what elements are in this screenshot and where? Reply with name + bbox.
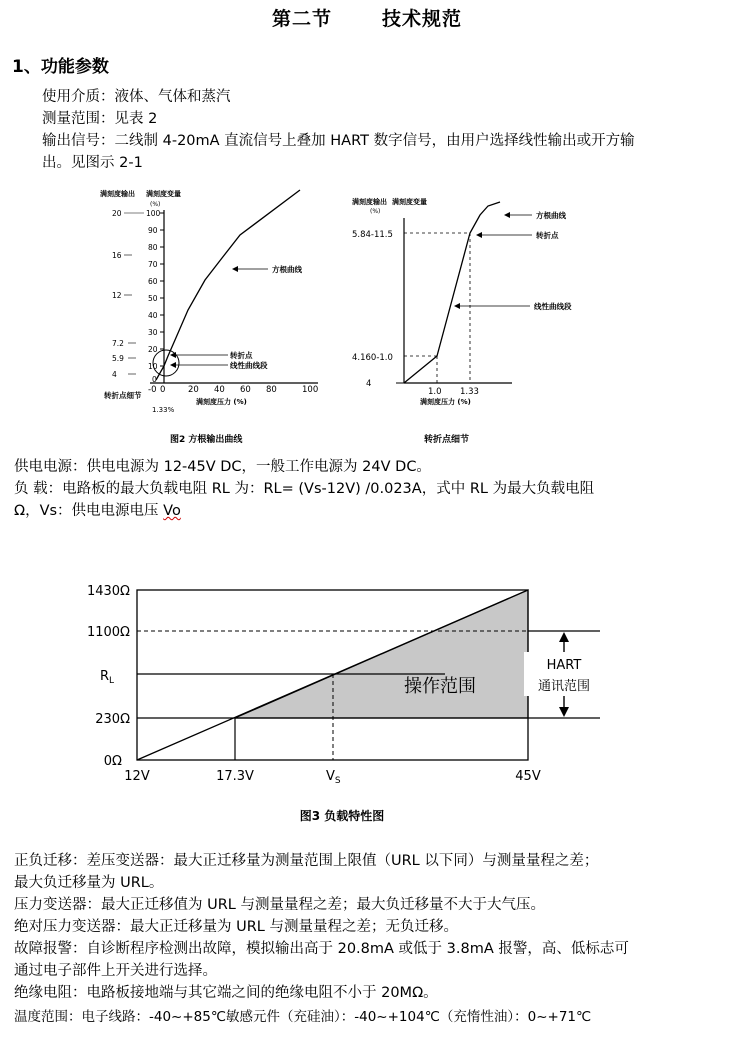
left-ylabel-output: 满刻度输出 [100,190,135,198]
param-output-line2: 出。见图示 2-1 [42,155,143,171]
param-medium: 使用介质：液体、气体和蒸汽 [42,89,231,105]
spec-line: 正负迁移：差压变送器：最大正迁移量为测量范围上限值（URL 以下同）与测量量程之差； [14,853,599,869]
hart-label: HART [546,658,582,673]
left-x-extra: 1.33% [152,406,175,414]
left-x-tick: 100 [302,385,319,395]
spec-line: 绝缘电阻：电路板接地端与其它端之间的绝缘电阻不小于 20MΩ。 [14,985,438,1001]
right-ylabel-output: 满刻度输出 [352,198,387,206]
left-ann-detail: 转折点细节 [104,391,142,400]
left-pct-tick: 10 [148,362,158,371]
x-tick-17v: 17.3V [216,769,254,784]
spec-line: 故障报警：自诊断程序检测出故障，模拟输出高于 20.8mA 或低于 3.8mA 报警，高、低标志可 [14,941,629,957]
left-ma-tick: 5.9 [112,354,124,363]
left-y-ticks [112,209,164,384]
left-ylabel-variable: 满刻度变量 [146,190,181,198]
left-x-tick: 60 [240,385,251,395]
right-x-tick: 1.33 [460,387,479,397]
load-line2-word: Vo [163,503,181,519]
right-ann-break: 转折点 [536,231,559,240]
load-line2-prefix: Ω，Vs：供电电源电压 [14,503,164,519]
spec-line: 通过电子部件上开关进行选择。 [14,963,217,979]
y-tick-rl: $R_L$ [100,669,115,686]
breakpoint-detail-chart [352,197,572,445]
power-supply: 供电电源：供电电源为 12-45V DC，一般工作电源为 24V DC。 [14,459,431,475]
spec-line: 最大负迁移量为 URL。 [14,875,164,891]
figure-3 [0,570,750,830]
left-x-tick: 80 [266,385,277,395]
param-output-line1: 输出信号：二线制 4-20mA 直流信号上叠加 HART 数字信号，由用户选择线性输出或开方输 [42,133,635,149]
left-ann-linear: 线性曲线段 [230,361,268,370]
right-ylabel-variable: 满刻度变量 [392,198,427,206]
spec-line: 压力变送器：最大正迁移值为 URL 与测量量程之差；最大负迁移量不大于大气压。 [14,897,545,913]
section-heading: 1、功能参数 [12,57,109,77]
left-pct-tick: 100 [146,209,161,218]
left-x-tick: 20 [188,385,199,395]
left-pct-tick: 80 [148,243,158,252]
left-ma-tick: 7.2 [112,339,124,348]
left-ma-tick: 20 [112,209,122,218]
left-pct-tick: 90 [148,226,158,235]
x-tick-vs-sub: S [334,776,341,786]
left-ann-break: 转折点 [230,351,253,360]
load-line2 [14,500,181,522]
left-pct-tick: 0 [152,375,157,384]
right-y-tick: 4 [366,379,372,389]
left-xlabel: 满刻度压力 (%) [196,398,247,406]
square-root-curve [156,190,300,380]
y-tick-1430: 1430Ω [86,584,130,599]
fig2-caption-right: 转折点细节 [424,435,470,445]
y-tick-230: 230Ω [95,712,130,727]
left-ylabel-unit: (%) [150,201,161,208]
param-range: 测量范围：见表 2 [42,111,158,127]
left-ma-tick: 12 [112,291,122,300]
right-ylabel-unit: (%) [370,208,381,215]
left-pct-tick: 60 [148,277,158,286]
operating-range-label: 操作范围 [404,676,476,697]
right-y-tick: 5.84-11.5 [352,230,393,240]
right-y-tick: 4.160-1.0 [352,353,393,363]
left-x-neg: -0 [148,385,157,395]
left-x-ticks [148,385,318,395]
section-number: 第二节 [272,8,333,30]
left-x-tick: 40 [214,385,225,395]
left-ann-sqrt: 方根曲线 [272,265,302,274]
left-x-tick: 0 [160,385,166,395]
x-tick-45v: 45V [515,769,541,784]
left-pct-tick: 30 [148,328,158,337]
y-tick-rl-sub: L [109,676,115,686]
right-ann-sqrt: 方根曲线 [536,211,566,220]
right-ann-linear: 线性曲线段 [534,302,572,311]
fig3-caption: 图3 负载特性图 [299,809,385,823]
spec-line: 绝对压力变送器：最大正迁移量为 URL 与测量量程之差；无负迁移。 [14,919,458,935]
y-tick-1100: 1100Ω [86,625,130,640]
left-pct-tick: 50 [148,294,158,303]
y-tick-0: 0Ω [103,754,122,769]
fig2-caption-left: 图2 方根输出曲线 [170,435,243,445]
spec-line: 温度范围：电子线路：-40~+85℃敏感元件（充硅油）：-40~+104℃（充惰性油）：0~+71℃ [14,1009,592,1025]
x-tick-vs: $V_S$ [326,769,341,786]
square-root-chart [100,189,318,445]
x-tick-12v: 12V [124,769,150,784]
left-ma-tick: 16 [112,251,122,260]
figure-2 [0,180,750,450]
left-pct-tick: 70 [148,260,158,269]
hart-range-label: 通讯范围 [537,679,591,694]
load-line1: 负 载：电路板的最大负载电阻 RL 为：RL= (Vs-12V) /0.023A，式中 RL 为最大负载电阻 [14,481,595,497]
left-ma-tick: 4 [112,370,117,379]
page-title: 技术规范 [382,8,463,30]
right-x-tick: 1.0 [428,387,442,397]
right-xlabel: 满刻度压力 (%) [420,398,471,406]
left-pct-tick: 20 [148,345,158,354]
left-pct-tick: 40 [148,311,158,320]
